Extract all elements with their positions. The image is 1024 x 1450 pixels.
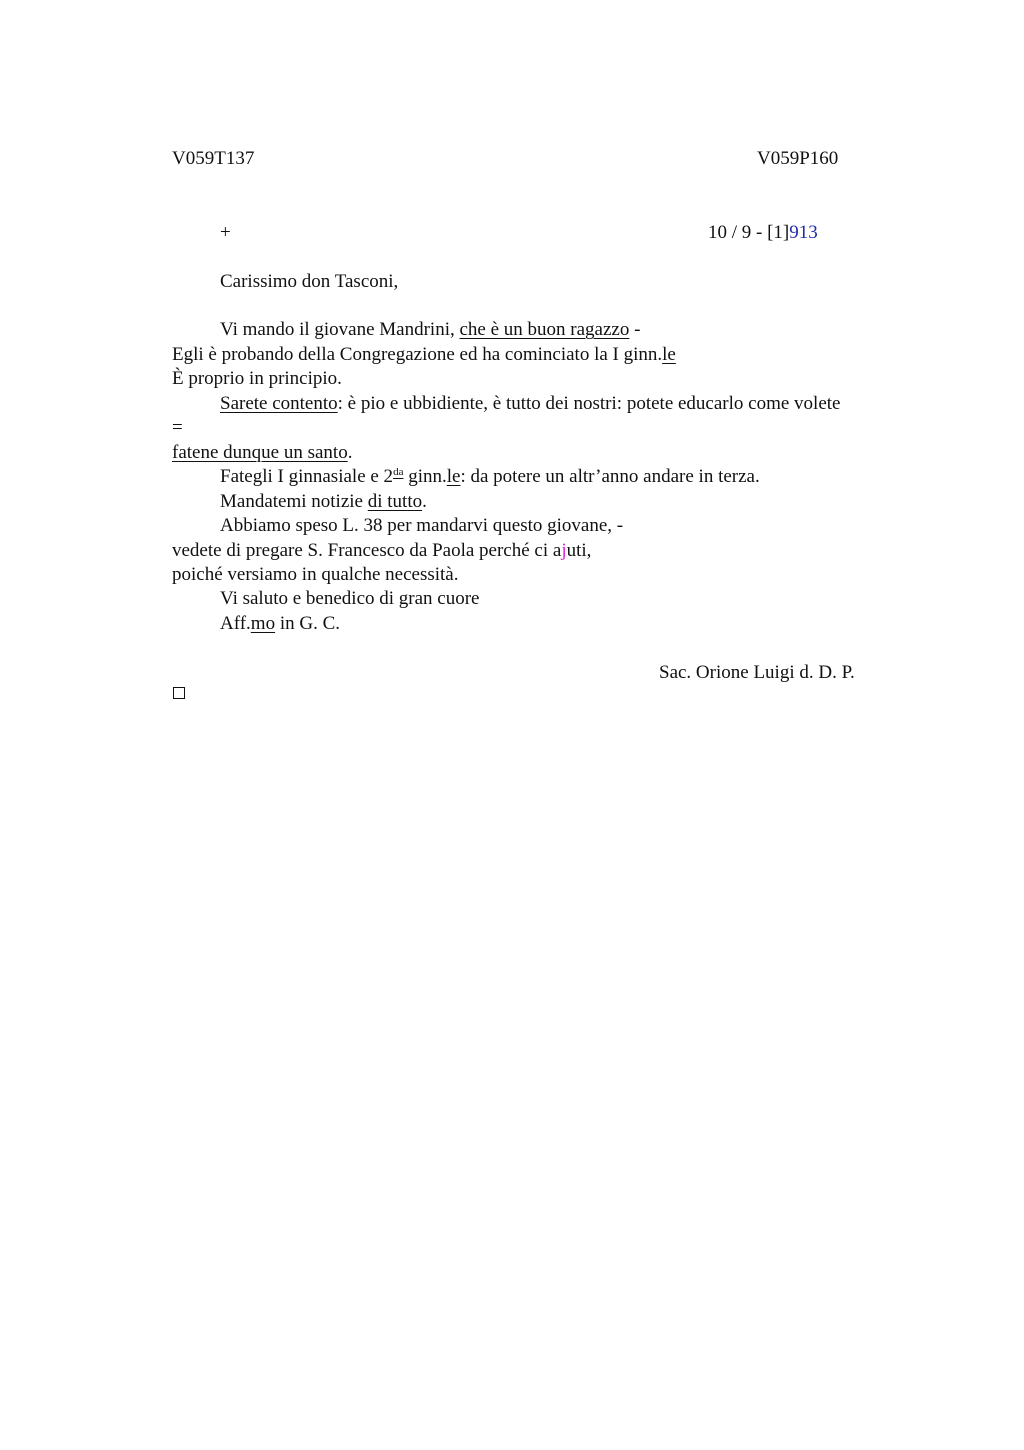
end-box-icon [173, 687, 185, 699]
body-line-2 [172, 343, 676, 367]
body-line-5: = [172, 417, 183, 438]
underlined-text: fatene dunque un santo [172, 442, 348, 463]
text: in G. C. [275, 613, 341, 634]
text: Mandatemi notizie [220, 491, 368, 512]
body-line-12: Vi saluto e benedico di gran cuore [220, 588, 480, 609]
underlined-text: le [662, 344, 676, 365]
underlined-text: che è un buon ragazzo [459, 319, 630, 340]
body-line-6 [172, 441, 352, 465]
text: uti, [566, 540, 592, 561]
superscript-text: da [393, 466, 404, 478]
text: ginn. [403, 466, 447, 487]
text: : è pio e ubbidiente, è tutto dei nostri: potete educarlo come volete [337, 393, 841, 414]
underlined-text: di tutto [367, 491, 423, 512]
text: . [422, 491, 427, 512]
signature: Sac. Orione Luigi d. D. P. [659, 662, 855, 683]
text: vedete di pregare S. Francesco da Paola perché ci a [172, 540, 562, 561]
body-line-9: Abbiamo speso L. 38 per mandarvi questo giovane, - [220, 515, 624, 536]
cross-mark: + [220, 222, 231, 243]
body-line-4 [220, 392, 840, 416]
date-year-suffix: 913 [789, 222, 818, 243]
underlined-text: Sarete contento [220, 393, 338, 414]
salutation: Carissimo don Tasconi, [220, 271, 399, 292]
underlined-text: mo [250, 613, 276, 634]
body-line-10 [172, 539, 591, 563]
text: Aff. [220, 613, 251, 634]
highlighted-letter: j [561, 540, 567, 561]
text: - [629, 319, 641, 340]
closing-line [220, 612, 340, 636]
body-line-3: È proprio in principio. [172, 368, 342, 389]
text: : da potere un altr’anno andare in terza. [460, 466, 760, 487]
header-left-code: V059T137 [172, 148, 255, 169]
text: Vi mando il giovane Mandrini, [220, 319, 460, 340]
body-line-7 [220, 465, 760, 489]
body-line-1 [220, 318, 640, 342]
underlined-text: le [446, 466, 461, 487]
text: Fategli I ginnasiale e 2 [220, 466, 394, 487]
body-line-8 [220, 490, 427, 514]
date-prefix: 10 / 9 - [1] [708, 222, 790, 243]
letter-date [708, 221, 818, 245]
body-line-11: poiché versiamo in qualche necessità. [172, 564, 459, 585]
text: Egli è probando della Congregazione ed ha cominciato la I ginn. [172, 344, 663, 365]
header-right-code: V059P160 [757, 148, 839, 169]
text: . [347, 442, 353, 463]
